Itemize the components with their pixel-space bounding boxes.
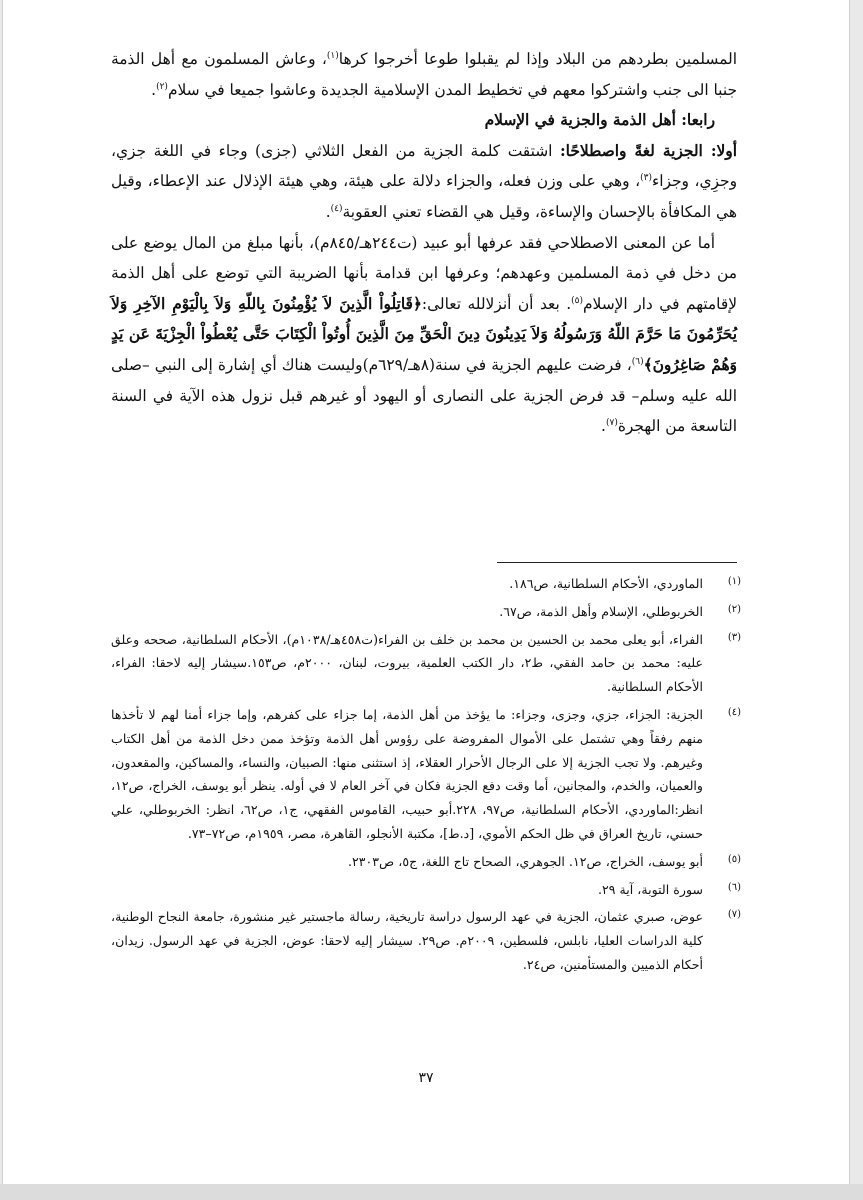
footnote-text: عوض، صبري عثمان، الجزية في عهد الرسول دراسة تاريخية، رسالة ماجستير غير منشورة، جامعة النجاح الوطنية، كلية الدراسات العليا، نابلس، فلسطين، ٢٠٠٩م. ص٢٩. سيشار إليه لاحقا: عوض، الجزية في عهد الرسول. زيدان، أحكام الذميين والمستأمنين، ص٢٤.: [111, 909, 704, 972]
paragraph-2-lead: أولا: الجزية لغةً واصطلاحًا:: [559, 141, 737, 160]
footnote-text: الخربوطلي، الإسلام وأهل الذمة، ص٦٧.: [499, 603, 703, 619]
footnote: [111, 703, 741, 846]
footnote: [111, 850, 741, 874]
footnote-number: (٧): [727, 909, 741, 921]
main-text: [111, 44, 737, 442]
footnote-number: (٥): [727, 853, 741, 865]
paragraph-3-text-b: . بعد أن أنزلالله تعالى:: [421, 294, 572, 313]
paragraph-2-text-b: ، وهي على وزن فعله، والجزاء دلالة على هيئة، وهي هيئة الإذلال عند الإعطاء، وقيل هي المكافأة بالإحسان والإساءة، وقيل هي القضاء تعني العقوبة: [111, 172, 737, 221]
paragraph-1: [111, 44, 737, 105]
footnote-ref-3: (٣): [640, 173, 653, 184]
paragraph-2: [111, 136, 737, 228]
paragraph-3-end: .: [601, 417, 606, 436]
quran-verse: ﴿قَاتِلُواْ الَّذِينَ لاَ يُؤْمِنُونَ بِاللّهِ وَلاَ بِالْيَوْمِ الآخِرِ وَلاَ يُحَرِّمُونَ مَا حَرَّمَ اللّهُ وَرَسُولُهُ وَلاَ يَدِينُونَ دِينَ الْحَقِّ مِنَ الَّذِينَ أُوتُواْ الْكِتَابَ حَتَّى يُعْطُواْ الْجِزْيَةَ عَن يَدٍ وَهُمْ صَاغِرُونَ﴾: [111, 294, 737, 374]
scan-bottom-edge: [0, 1184, 863, 1200]
footnote-ref-2: (٢): [156, 81, 168, 92]
paragraph-1-text-b: ، وعاش المسلمون مع أهل الذمة جنبا الى جنب واشتركوا معهم في تخطيط المدن الإسلامية الجديدة وعاشوا جميعا في سلام: [111, 50, 737, 99]
footnote-number: (٢): [727, 603, 741, 615]
footnote-number: (١): [727, 576, 741, 587]
footnote-text: أبو يوسف، الخراج، ص١٢. الجوهري، الصحاح تاج اللغة، ج٥، ص٢٣٠٣.: [347, 853, 703, 869]
paragraph-1-end: .: [151, 80, 157, 99]
footnotes: [111, 572, 741, 981]
footnote-text: الماوردي، الأحكام السلطانية، ص١٨٦.: [509, 576, 703, 591]
footnote-text: سورة التوبة، آية ٢٩.: [597, 881, 703, 897]
footnote-text: الجزية: الجزاء، جزي، وجزى، وجزاء: ما يؤخذ من أهل الذمة، إما جزاء على كفرهم، وإما جزاء أمنا لهم لا تأخذها منهم رفقاً وهي تشتمل على الأموال المفروضة على رؤوس أهل الذمة وتؤخذ ممن دخل الذمة من أهل الكتاب وغيرهم. ولا تجب الجزية إلا على الرجال الأحرار العقلاء، إذ استثنى منها: الصبيان، والنساء، والمساكين، والمقعدون، والعميان، والخدم، والمجانين، أما وقت دفع الجزية فكان في آخر العام لا في أوله. ينظر أبو يوسف، الخراج، ص١٢، انظر:الماوردي، الأحكام السلطانية، ص٩٧، ٢٢٨.أبو حبيب، القاموس الفقهي، ج١، ص٦٢، انظر: الخربوطلي، علي حسني، تاريخ العراق في ظل الحكم الأموي، [د.ط]، مكتبة الأنجلو، القاهرة، مصر، ١٩٥٩م، ص٧٢–٧٣.: [111, 706, 703, 841]
footnote-ref-5: (٥): [571, 295, 584, 306]
paragraph-3-text-a: أما عن المعنى الاصطلاحي فقد عرفها أبو عبيد (ت٢٤٤هـ/٨٤٥م)، بأنها مبلغ من المال يوضع على من دخل في ذمة المسلمين وعهدهم؛ وعرفها ابن قدامة بأنها الضريبة التي توضع على أهل الذمة لإقامتهم في دار الإسلام: [111, 233, 737, 313]
section-heading: رابعا: أهل الذمة والجزية في الإسلام: [484, 111, 715, 130]
footnote: [111, 628, 741, 699]
footnote: [111, 600, 741, 624]
paragraph-1-text-a: المسلمين بطردهم من البلاد وإذا لم يقبلوا طوعا أخرجوا كرها: [338, 50, 737, 68]
document-page: [2, 0, 850, 1184]
footnote-ref-6: (٦): [631, 356, 644, 367]
footnote-number: (٣): [727, 631, 741, 643]
paragraph-2-end: .: [325, 202, 331, 221]
footnote: [111, 905, 741, 976]
footnote-number: (٦): [727, 881, 741, 893]
footnote-text: الفراء، أبو يعلى محمد بن الحسين بن محمد بن خلف بن الفراء(ت٤٥٨هـ/١٠٣٨م)، الأحكام السلطانية، صححه وعلق عليه: محمد بن حامد الفقي، ط٢، دار الكتب العلمية، بيروت، لبنان، ٢٠٠٠م، ص١٥٣.سيشار إليه لاحقا: الفراء، الأحكام السلطانية.: [111, 631, 704, 695]
footnote-ref-4: (٤): [330, 203, 343, 214]
footnote-number: (٤): [727, 706, 741, 718]
paragraph-2-text-a: اشتقت كلمة الجزية من الفعل الثلاثي (جزى) وجاء في اللغة جزي، وجزِي، وجزاء: [111, 141, 737, 191]
paragraph-3-text-c: ، فرضت عليهم الجزية في سنة(٨هـ/٦٢٩م)وليست هناك أي إشارة إلى النبي –صلى الله عليه وسلم– قد فرض الجزية على النصارى أو اليهود أو غيرهم قبل نزول هذه الآية في السنة التاسعة من الهجرة: [111, 355, 737, 436]
footnote-ref-7: (٧): [605, 418, 618, 428]
footnote: [111, 572, 741, 596]
footnote-separator: [497, 562, 737, 563]
footnote-ref-1: (١): [326, 50, 339, 61]
paragraph-3: [111, 228, 737, 442]
footnote: [111, 878, 741, 902]
page-number: ٣٧: [418, 1070, 434, 1086]
